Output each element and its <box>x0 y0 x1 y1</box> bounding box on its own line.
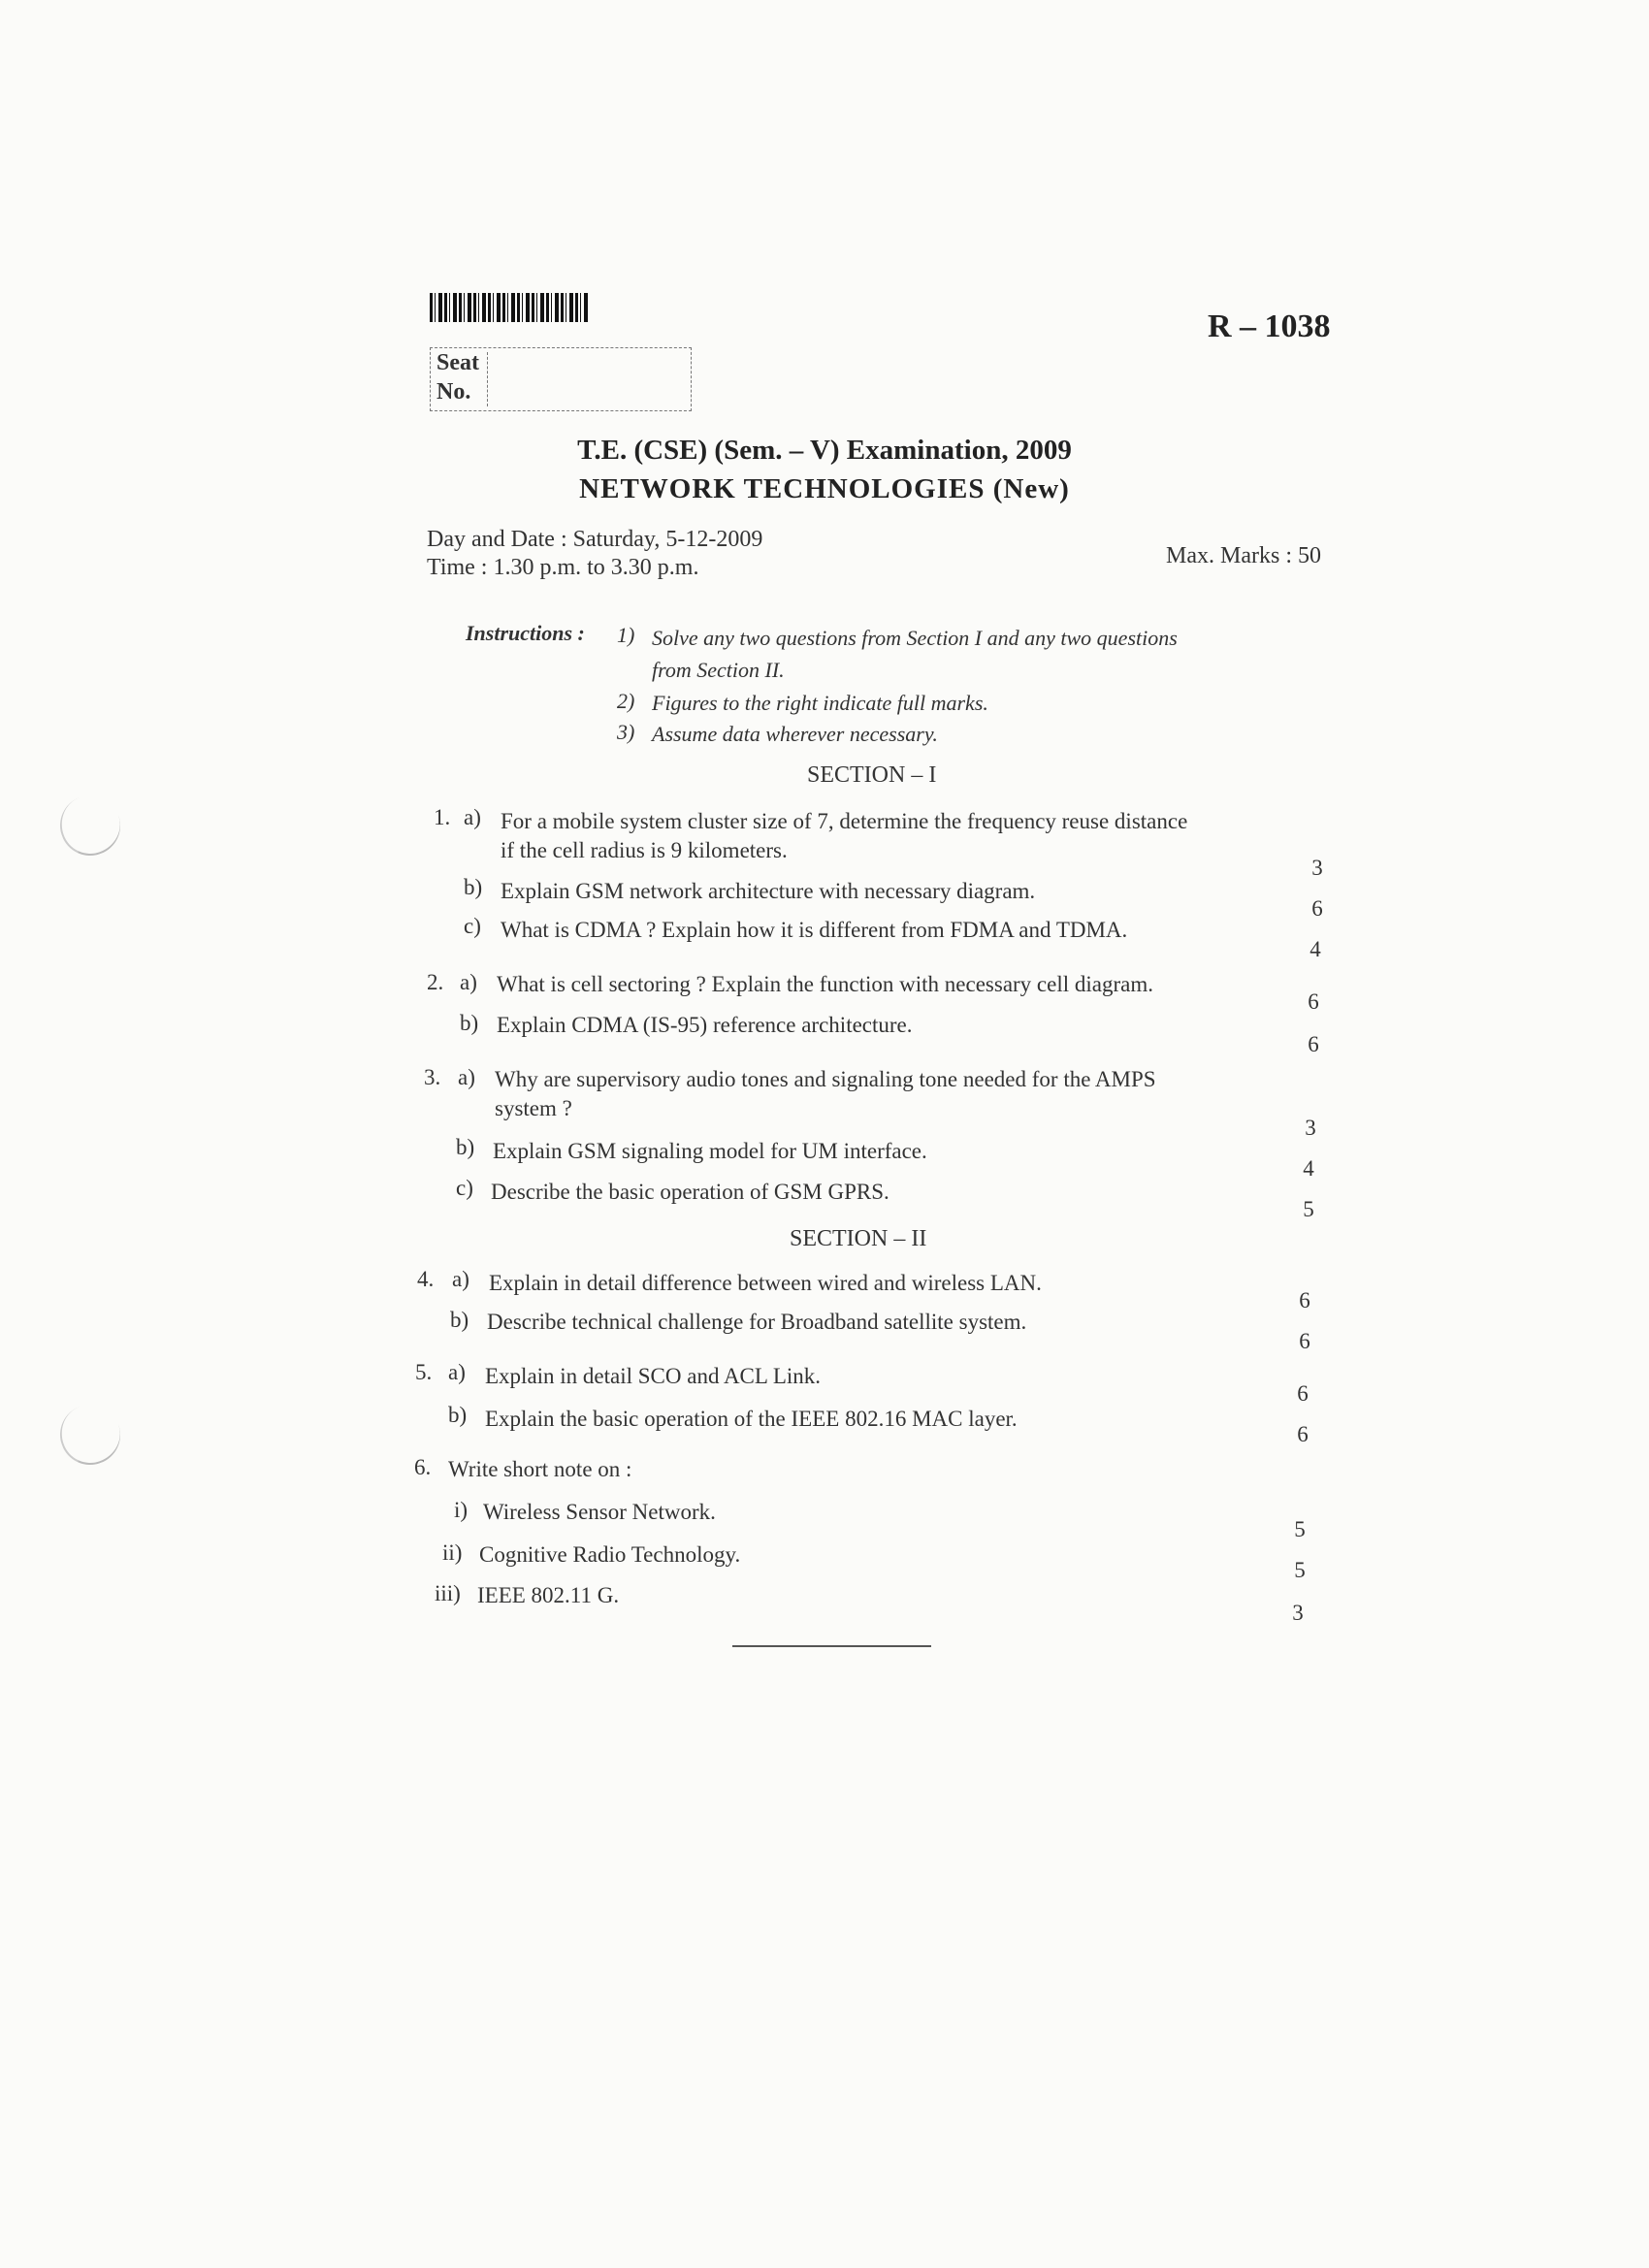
q4a-text: Explain in detail difference between wired and wireless LAN. <box>489 1271 1042 1295</box>
q4b-label: b) <box>450 1308 469 1332</box>
q2b-label: b) <box>460 1011 479 1035</box>
q1c-text: What is CDMA ? Explain how it is different from FDMA and TDMA. <box>501 918 1128 942</box>
q6-i-text: Wireless Sensor Network. <box>483 1500 716 1524</box>
subject-title: NETWORK TECHNOLOGIES (New) <box>579 473 1070 504</box>
instruction-2-number: 2) <box>617 689 635 713</box>
q1a-text-line-2: if the cell radius is 9 kilometers. <box>501 838 788 862</box>
q4-number: 4. <box>417 1267 435 1291</box>
q5b-label: b) <box>448 1403 468 1427</box>
q1-number: 1. <box>434 805 451 829</box>
q6-ii-text: Cognitive Radio Technology. <box>479 1542 741 1567</box>
punch-hole-top <box>51 787 128 863</box>
q1b-label: b) <box>464 875 483 899</box>
instruction-2: Figures to the right indicate full marks. <box>652 691 988 715</box>
q3a-label: a) <box>458 1065 475 1089</box>
instruction-1-line-1: Solve any two questions from Section I and any two questions <box>652 626 1178 650</box>
q6-text: Write short note on : <box>448 1457 632 1481</box>
seat-no-label: No. <box>436 379 471 405</box>
q1b-marks: 6 <box>1311 896 1323 921</box>
q2b-marks: 6 <box>1308 1032 1319 1056</box>
q3b-label: b) <box>456 1135 475 1159</box>
q5b-text: Explain the basic operation of the IEEE 802.16 MAC layer. <box>485 1407 1018 1431</box>
q6-iii-marks: 3 <box>1292 1601 1304 1625</box>
instruction-3: Assume data wherever necessary. <box>652 722 938 746</box>
q3a-text-line-1: Why are supervisory audio tones and signaling tone needed for the AMPS <box>495 1067 1156 1091</box>
paper-code: R – 1038 <box>1208 308 1331 344</box>
q2a-text: What is cell sectoring ? Explain the function with necessary cell diagram. <box>497 972 1153 996</box>
q3c-label: c) <box>456 1176 473 1200</box>
q6-ii-marks: 5 <box>1294 1558 1306 1582</box>
section-2-heading: SECTION – II <box>790 1226 927 1251</box>
instructions-label: Instructions : <box>466 621 585 645</box>
q2b-text: Explain CDMA (IS-95) reference architecture. <box>497 1013 913 1037</box>
q6-number: 6. <box>414 1455 432 1479</box>
q3b-marks: 4 <box>1303 1156 1314 1181</box>
q4a-marks: 6 <box>1299 1288 1310 1312</box>
q3a-marks: 3 <box>1305 1116 1316 1140</box>
instruction-1-number: 1) <box>617 623 635 647</box>
q1a-marks: 3 <box>1311 856 1323 880</box>
q2a-marks: 6 <box>1308 989 1319 1014</box>
max-marks: Max. Marks : 50 <box>1166 543 1321 568</box>
q6-ii-label: ii) <box>442 1540 463 1565</box>
q1a-label: a) <box>464 805 481 829</box>
q4b-text: Describe technical challenge for Broadband satellite system. <box>487 1310 1027 1334</box>
q3b-text: Explain GSM signaling model for UM interface. <box>493 1139 927 1163</box>
punch-hole-bottom <box>51 1396 128 1473</box>
q4b-marks: 6 <box>1299 1329 1310 1353</box>
q2a-label: a) <box>460 970 477 994</box>
q6-iii-text: IEEE 802.11 G. <box>477 1583 620 1607</box>
q1a-text-line-1: For a mobile system cluster size of 7, determine the frequency reuse distance <box>501 809 1188 833</box>
q5-number: 5. <box>415 1360 433 1384</box>
q1c-label: c) <box>464 914 481 938</box>
q1c-marks: 4 <box>1310 937 1321 961</box>
q4a-label: a) <box>452 1267 469 1291</box>
day-date: Day and Date : Saturday, 5-12-2009 <box>427 527 763 552</box>
q6-iii-label: iii) <box>435 1581 461 1605</box>
end-of-paper-rule <box>732 1645 931 1647</box>
q3-number: 3. <box>424 1065 441 1089</box>
seat-box-divider <box>487 352 488 406</box>
q6-i-label: i) <box>454 1498 469 1522</box>
q2-number: 2. <box>427 970 444 994</box>
seat-number-box <box>430 347 692 411</box>
exam-time: Time : 1.30 p.m. to 3.30 p.m. <box>427 555 699 580</box>
q3c-text: Describe the basic operation of GSM GPRS. <box>491 1180 889 1204</box>
q5a-text: Explain in detail SCO and ACL Link. <box>485 1364 822 1388</box>
instruction-3-number: 3) <box>617 720 635 744</box>
q5b-marks: 6 <box>1297 1422 1309 1446</box>
q1b-text: Explain GSM network architecture with necessary diagram. <box>501 879 1036 903</box>
q6-i-marks: 5 <box>1294 1517 1306 1541</box>
section-1-heading: SECTION – I <box>807 762 937 788</box>
instruction-1-line-2: from Section II. <box>652 658 785 682</box>
q3a-text-line-2: system ? <box>495 1096 572 1120</box>
q5a-label: a) <box>448 1360 466 1384</box>
exam-title: T.E. (CSE) (Sem. – V) Examination, 2009 <box>577 435 1072 466</box>
seat-label: Seat <box>436 350 479 375</box>
q5a-marks: 6 <box>1297 1381 1309 1406</box>
q3c-marks: 5 <box>1303 1197 1314 1221</box>
barcode <box>430 293 590 322</box>
